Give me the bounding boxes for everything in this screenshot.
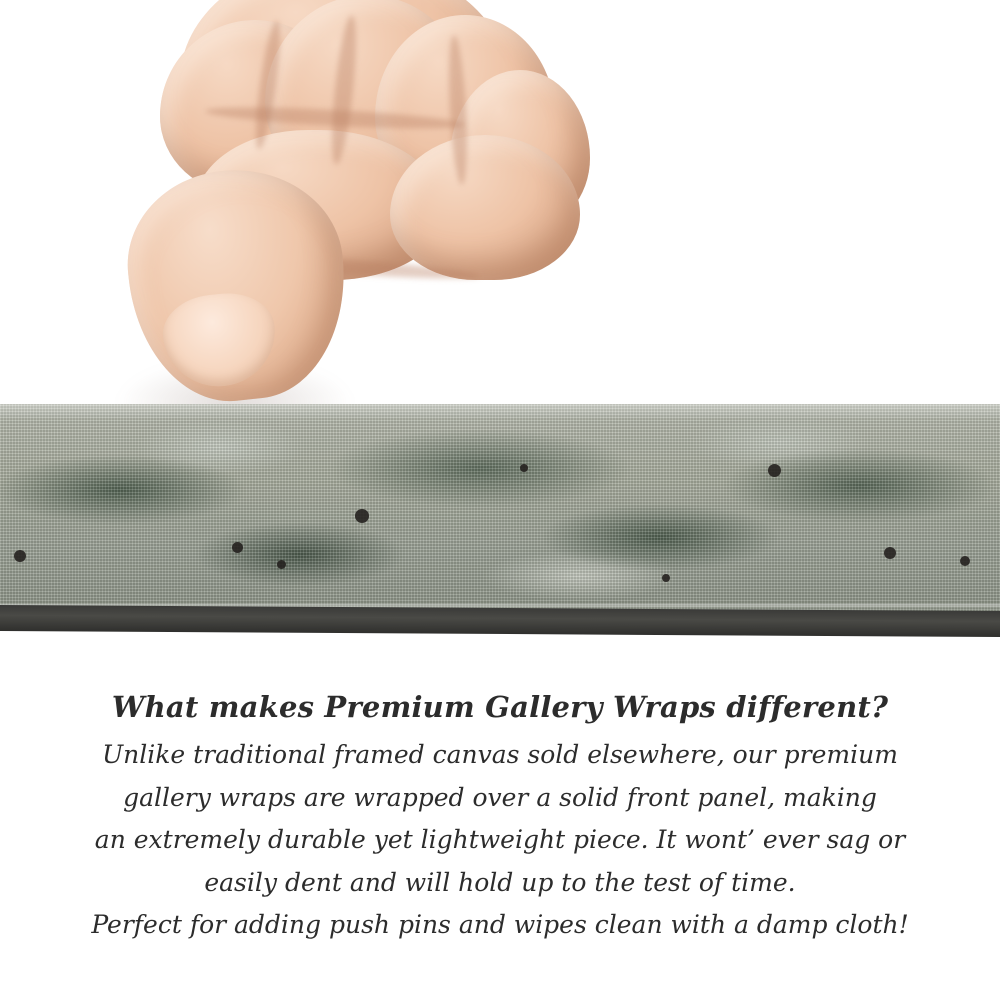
caption-block bbox=[0, 690, 1000, 951]
caption-line: Unlike traditional framed canvas sold elsewhere, our premium bbox=[102, 740, 898, 769]
caption-line: an extremely durable yet lightweight piece. It wont’ ever sag or bbox=[94, 825, 906, 854]
canvas-weave-texture bbox=[0, 404, 1000, 619]
caption-body bbox=[0, 738, 1000, 942]
canvas-speck bbox=[277, 560, 286, 569]
caption-line: easily dent and will hold up to the test of time. bbox=[204, 867, 796, 897]
canvas-speck bbox=[14, 550, 26, 562]
canvas-speck bbox=[662, 574, 670, 582]
caption-line: gallery wraps are wrapped over a solid front panel, making bbox=[123, 782, 877, 812]
canvas-bottom-lip bbox=[0, 605, 1000, 637]
caption-heading: What makes Premium Gallery Wraps different? bbox=[111, 690, 889, 724]
canvas-speck bbox=[355, 509, 369, 523]
canvas-speck bbox=[232, 542, 243, 553]
canvas-top-highlight bbox=[0, 404, 1000, 420]
caption-line: Perfect for adding push pins and wipes clean with a damp cloth! bbox=[91, 910, 909, 939]
canvas-speck bbox=[768, 464, 781, 477]
canvas-speck bbox=[884, 547, 896, 559]
canvas-speck bbox=[520, 464, 528, 472]
canvas-speck bbox=[960, 556, 970, 566]
thumbnail bbox=[159, 289, 280, 392]
hand-illustration bbox=[120, 0, 590, 430]
canvas-edge-strip bbox=[0, 404, 1000, 619]
